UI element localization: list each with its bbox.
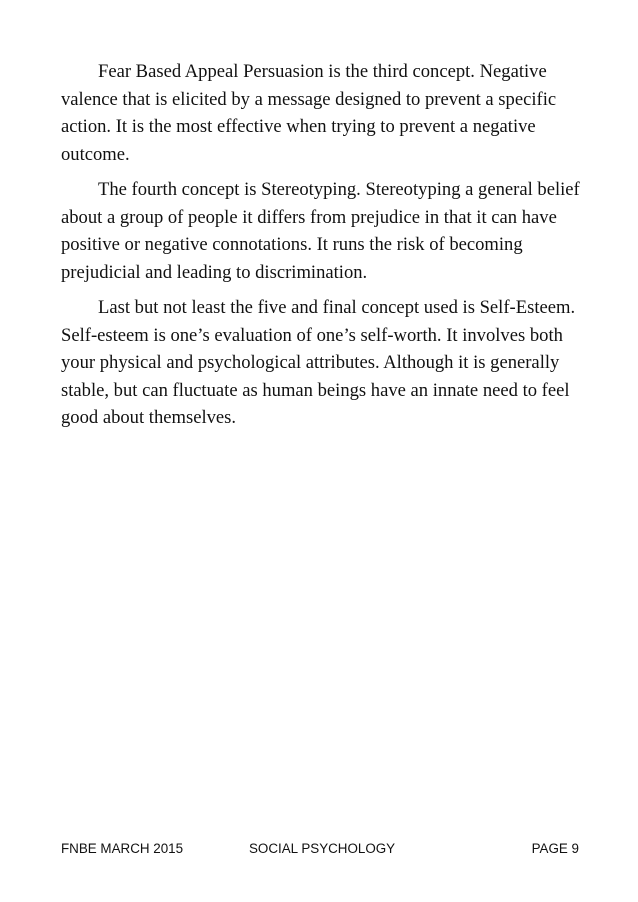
page-footer [61, 841, 579, 859]
footer-course-title: SOCIAL PSYCHOLOGY [249, 841, 396, 856]
footer-page-number: PAGE 9 [531, 841, 579, 856]
paragraph-self-esteem: Last but not least the five and final concept used is Self-Esteem. Self-esteem is one’s evaluation of one’s self-worth. It involves both your physical and psychological attributes. Although it is generally stable, but can fluctuate as human beings have an innate need to feel good about themselves. [61, 297, 576, 428]
paragraph-fear-appeal: Fear Based Appeal Persuasion is the third concept. Negative valence that is elicited by a message designed to prevent a specific action. It is the most effective when trying to prevent a negative outcome. [61, 61, 557, 165]
paragraph-stereotyping: The fourth concept is Stereotyping. Stereotyping a general belief about a group of people it differs from prejudice in that it can have positive or negative connotations. It runs the risk of becoming prejudicial and leading to discrimination. [61, 179, 580, 283]
footer-date: FNBE MARCH 2015 [61, 841, 184, 856]
body-text [61, 58, 601, 440]
